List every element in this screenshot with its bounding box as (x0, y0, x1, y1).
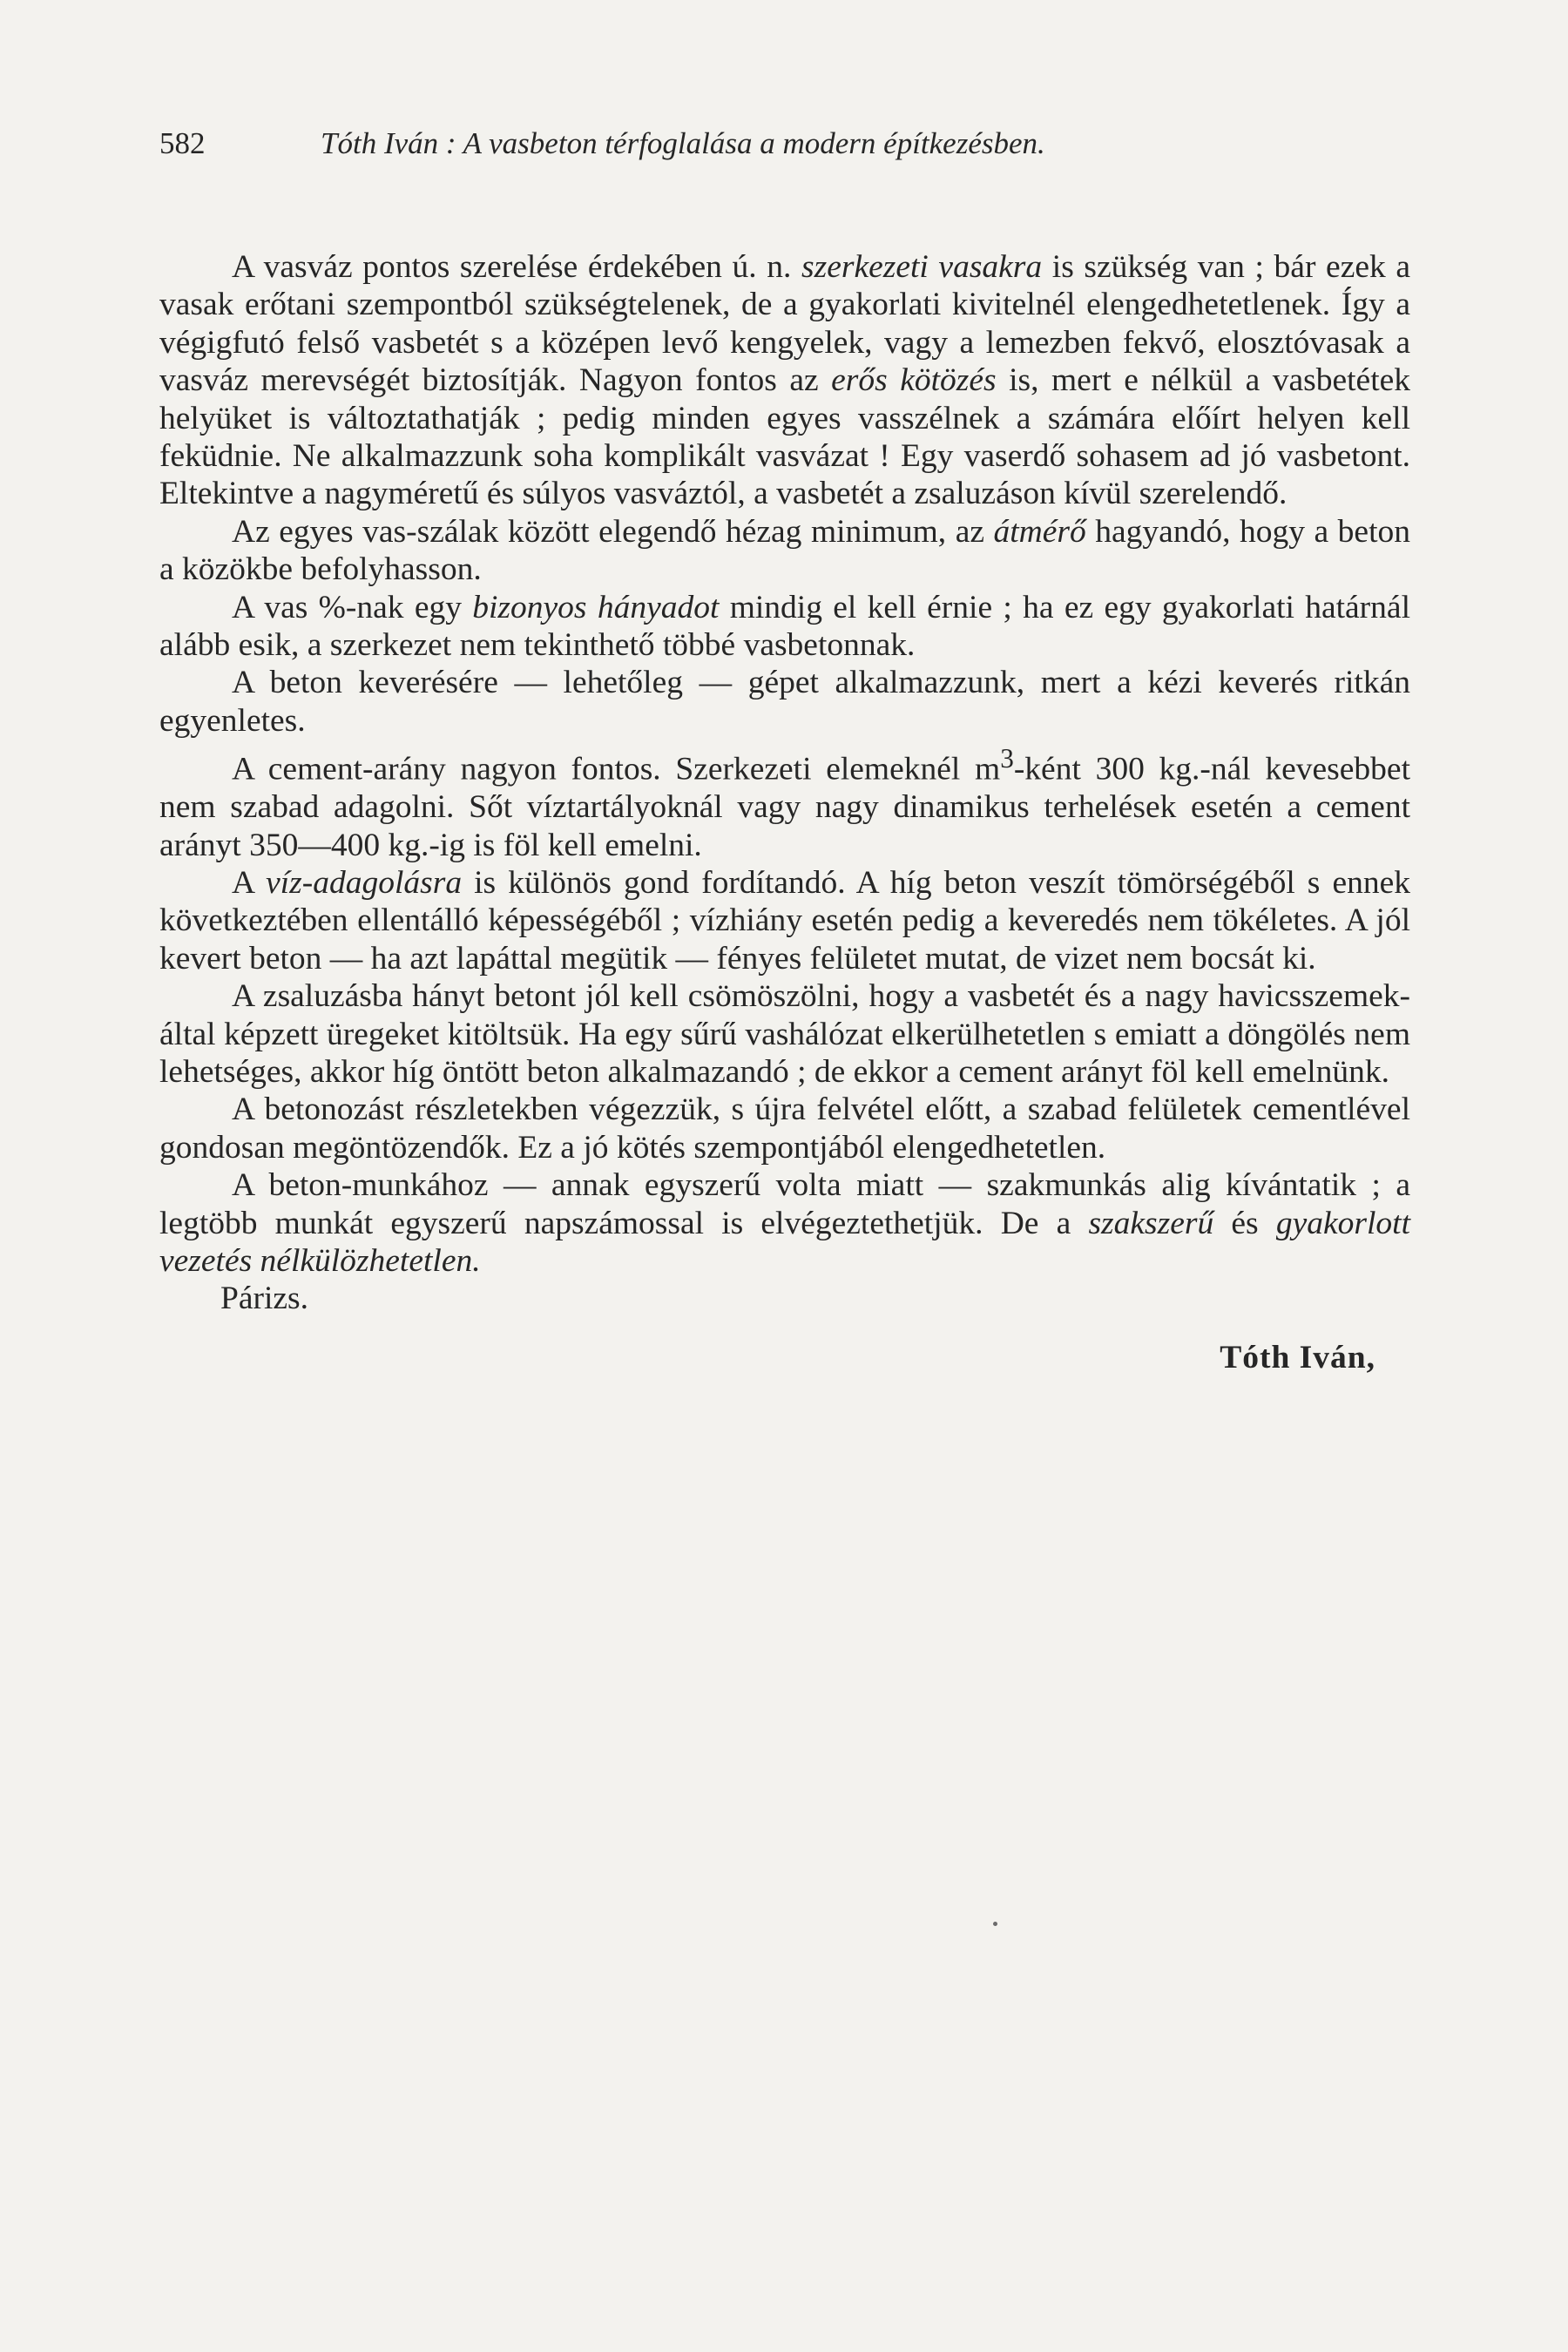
paragraph (159, 589, 1410, 665)
running-head-title: Tóth Iván : A vasbeton térfoglalása a modern építkezésben. (321, 126, 1045, 160)
article-body (159, 248, 1410, 1376)
italic-run: szakszerű (1088, 1205, 1214, 1241)
paragraph (159, 864, 1410, 977)
text-run: mindig el kell érnie ; ha ez egy gyakorlati határnál alább esik, a szerkezet nem tekinthető többé vasbetonnak. (159, 589, 1410, 664)
percent-sign: % (318, 589, 346, 625)
text-run: Az egyes vas-szálak között elegendő hézag minimum, az (232, 513, 994, 550)
text-run: is szükség van ; bár ezek a vasak erőtani szempontból szükségtelenek, de a gyakorlati kivitelnél elengedhetetlenek. Így a végigfutó felső vasbetét s a középen levő kengyelek, vagy a lemezben fekvő, elosztóvasak a vasváz merevségét biztosítják. Nagyon fontos az (159, 249, 1410, 399)
italic-run: víz-adagolásra (266, 865, 463, 901)
italic-run: átmérő (993, 513, 1086, 550)
text-run: -ként 300 kg.-nál kevesebbet nem szabad adagolni. Sőt víztartályoknál vagy nagy dinamikus terhelések esetén a cement arányt 350—400 kg.-ig is föl kell emelni. (159, 751, 1410, 863)
text-run: -nak egy (345, 589, 473, 625)
running-head (159, 126, 1414, 161)
paragraph (159, 1091, 1410, 1166)
text-run: is, mert e nélkül a vasbetétek helyüket is változtathatják ; pedig minden egyes vasszélnek a számára előírt helyen kell feküdnie. Ne alkalmazzunk soha komplikált vasvázat ! Egy vaserdő sohasem ad jó vasbetont. Eltekintve a nagyméretű és súlyos vasváztól, a vasbetét a zsaluzáson kívül szerelendő. (159, 362, 1411, 512)
text-run: A vasváz pontos szerelése érdekében ú. n. (232, 249, 802, 285)
superscript: 3 (1000, 743, 1014, 774)
page-number: 582 (159, 126, 206, 160)
text-run: A betonozást részletekben végezzük, s újra felvétel előtt, a szabad felületek cementlével gondosan megöntözendők. Ez a jó kötés szempontjából elengedhetetlen. (159, 1092, 1410, 1166)
text-run: A zsaluzásba hányt betont jól kell csömöszölni, hogy a vasbetét és a nagy havicsszemek- által képzett üregeket kitöltsük. Ha egy sűrű vashálózat elkerülhetetlen s emiatt a döngölés nem lehetséges, akkor híg öntött beton alkalmazandó ; de ekkor a cement arányt föl kell emelnünk. (159, 978, 1410, 1091)
text-run: és (1213, 1205, 1276, 1241)
text-run: is különös gond fordítandó. A híg beton veszít tömörségéből s ennek következtében ellentálló képességéből ; vízhiány esetén pedig a keveredés nem tökéletes. A jól kevert beton — ha azt lapáttal megütik — fényes felületet mutat, de vizet nem bocsát ki. (159, 865, 1410, 977)
text-run: A beton keverésére — lehetőleg — gépet alkalmazzunk, mert a kézi keverés ritkán egyenletes. (159, 665, 1410, 739)
text-run: A (232, 865, 267, 901)
print-speck (993, 1922, 997, 1926)
author-signature: Tóth Iván, (1220, 1339, 1375, 1375)
italic-run: bizonyos hányadot (472, 589, 720, 625)
paragraph (159, 977, 1410, 1091)
italic-run: erős kötözés (831, 362, 997, 399)
paragraph (159, 248, 1410, 513)
place-line: Párizs. (220, 1281, 309, 1317)
italic-run: gyakorlott vezetés nélkülözhetetlen. (159, 1205, 1410, 1280)
paragraph (159, 664, 1410, 740)
text-run: A vas (232, 589, 319, 625)
italic-run: szerkezeti vasakra (801, 249, 1043, 285)
paragraph (159, 513, 1410, 589)
text-run: hagyandó, hogy a beton a közökbe befolyhasson. (159, 513, 1410, 588)
paragraph (159, 740, 1410, 864)
text-run: A beton-munkához — annak egyszerű volta miatt — szakmunkás alig kívántatik ; a legtöbb munkát egyszerű napszámossal is elvégeztethetjük. De a (159, 1167, 1410, 1241)
text-run: A cement-arány nagyon fontos. Szerkezeti elemeknél m (232, 751, 1001, 787)
paragraph (159, 1166, 1410, 1280)
